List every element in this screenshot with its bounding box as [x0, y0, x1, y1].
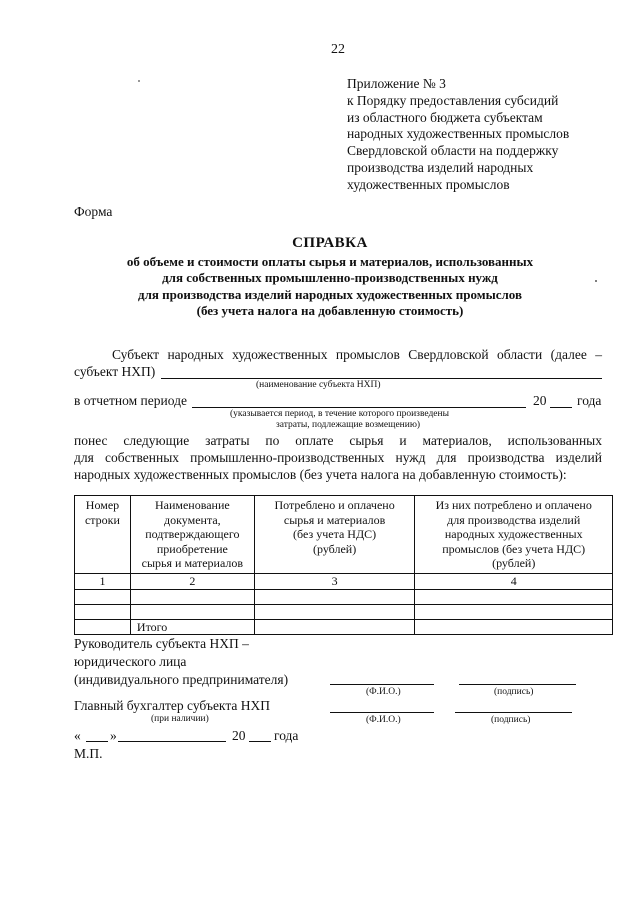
scan-speck: [595, 280, 597, 282]
date-month-field[interactable]: [118, 741, 226, 742]
head-signature-hint: (подпись): [494, 687, 534, 697]
total-consumed-cell[interactable]: [254, 619, 415, 635]
header-text: документа,: [164, 512, 221, 527]
head-signature-field[interactable]: [459, 684, 576, 685]
table-cell[interactable]: [415, 604, 613, 619]
period-field[interactable]: [192, 407, 526, 408]
paragraph-subject-line1: Субъект народных художественных промыслов Свердловской области (далее –: [112, 347, 602, 362]
date-open-quote: «: [74, 728, 81, 743]
date-day-field[interactable]: [86, 741, 108, 742]
appendix-line: народных художественных промыслов: [347, 126, 570, 142]
accountant-title: Главный бухгалтер субъекта НХП: [74, 698, 270, 713]
date-year-field[interactable]: [249, 741, 271, 742]
title-line: (без учета налога на добавленную стоимость): [196, 303, 464, 319]
date-close-quote: »: [110, 728, 117, 743]
header-text: Из них потреблено и оплачено: [435, 498, 592, 512]
header-text: промыслов (без учета НДС): [442, 541, 586, 556]
header-text: Потреблено и оплачено: [274, 498, 395, 512]
table-cell[interactable]: [75, 604, 131, 619]
header-text: (без учета НДС): [293, 527, 377, 542]
subject-name-field[interactable]: [161, 378, 602, 379]
accountant-fio-hint: (Ф.И.О.): [366, 715, 401, 725]
stamp-place: М.П.: [74, 746, 103, 761]
header-text: сырья и материалов: [141, 556, 244, 571]
header-document-name: [130, 496, 254, 574]
header-text: для производства изделий: [447, 512, 581, 527]
date-year-suffix: года: [274, 728, 299, 743]
accountant-fio-field[interactable]: [330, 712, 434, 713]
column-number: 2: [130, 574, 254, 590]
paragraph-subject-line2: субъект НХП): [74, 364, 156, 379]
accountant-if-any: (при наличии): [151, 714, 209, 724]
column-number: 1: [75, 574, 131, 590]
header-text: Номер: [85, 498, 120, 512]
table-cell[interactable]: [254, 589, 415, 604]
appendix-line: производства изделий народных: [347, 159, 534, 175]
table-row: [75, 589, 613, 604]
head-title-line1: Руководитель субъекта НХП –: [74, 636, 249, 651]
header-consumed-total: [254, 496, 415, 574]
table-row: [75, 604, 613, 619]
table-cell[interactable]: [130, 589, 254, 604]
title-main: СПРАВКА: [292, 235, 368, 251]
appendix-block: [347, 76, 569, 194]
head-fio-field[interactable]: [330, 684, 434, 685]
table-cell[interactable]: [75, 589, 131, 604]
period-year-field[interactable]: [550, 407, 572, 408]
header-row-number: [75, 496, 131, 574]
title-line: для производства изделий народных художественных промыслов: [138, 286, 522, 302]
appendix-line: Приложение № 3: [347, 76, 446, 91]
table-total-row: [75, 619, 613, 635]
scan-speck: [138, 80, 140, 82]
column-number: 3: [254, 574, 415, 590]
table-cell[interactable]: [254, 604, 415, 619]
appendix-line: художественных промыслов: [347, 176, 510, 192]
paragraph-costs-line1: понес следующие затраты по оплате сырья и материалов, использованных: [74, 433, 602, 448]
table-cell[interactable]: [75, 619, 131, 635]
date-year-prefix: 20: [232, 728, 246, 743]
form-label: Форма: [74, 204, 113, 219]
header-text: (рублей): [492, 556, 536, 571]
period-year-suffix: года: [577, 393, 602, 408]
table-cell[interactable]: [130, 604, 254, 619]
total-label: Итого: [130, 619, 254, 635]
table-cell[interactable]: [415, 589, 613, 604]
head-title-line2: юридического лица: [74, 654, 187, 669]
table-header-row: [75, 496, 613, 574]
header-text: приобретение: [156, 541, 228, 556]
header-text: подтверждающего: [145, 527, 240, 542]
accountant-signature-field[interactable]: [455, 712, 572, 713]
hint-subject-name: (наименование субъекта НХП): [256, 380, 381, 390]
document-title: [60, 235, 600, 320]
period-label: в отчетном периоде: [74, 393, 187, 408]
table-number-row: [75, 574, 613, 590]
total-crafts-cell[interactable]: [415, 619, 613, 635]
header-text: Наименование: [154, 498, 230, 512]
hint-period-line1: (указывается период, в течение которого произведены: [230, 409, 449, 419]
header-text: (рублей): [312, 541, 357, 556]
title-line: для собственных промышленно-производственных нужд: [162, 270, 498, 286]
column-number: 4: [415, 574, 613, 590]
costs-table: [74, 495, 613, 635]
paragraph-costs-line3: народных художественных промыслов (без учета налога на добавленную стоимость):: [74, 467, 567, 482]
head-fio-hint: (Ф.И.О.): [366, 687, 401, 697]
header-text: сырья и материалов: [283, 512, 386, 527]
appendix-line: к Порядку предоставления субсидий: [347, 92, 559, 108]
appendix-line: из областного бюджета субъектам: [347, 109, 543, 125]
header-text: народных художественных: [444, 527, 583, 542]
accountant-signature-hint: (подпись): [491, 715, 531, 725]
page-number: 22: [331, 42, 345, 57]
header-text: строки: [84, 512, 120, 527]
paragraph-costs-line2: для собственных промышленно-производственных нужд для производства изделий: [74, 450, 602, 465]
title-line: об объеме и стоимости оплаты сырья и материалов, использованных: [126, 254, 534, 269]
period-year-prefix: 20: [533, 393, 547, 408]
head-title-line3: (индивидуального предпринимателя): [74, 672, 289, 687]
hint-period-line2: затраты, подлежащие возмещению): [276, 420, 421, 430]
appendix-line: Свердловской области на поддержку: [347, 143, 559, 159]
header-consumed-crafts: [415, 496, 613, 574]
